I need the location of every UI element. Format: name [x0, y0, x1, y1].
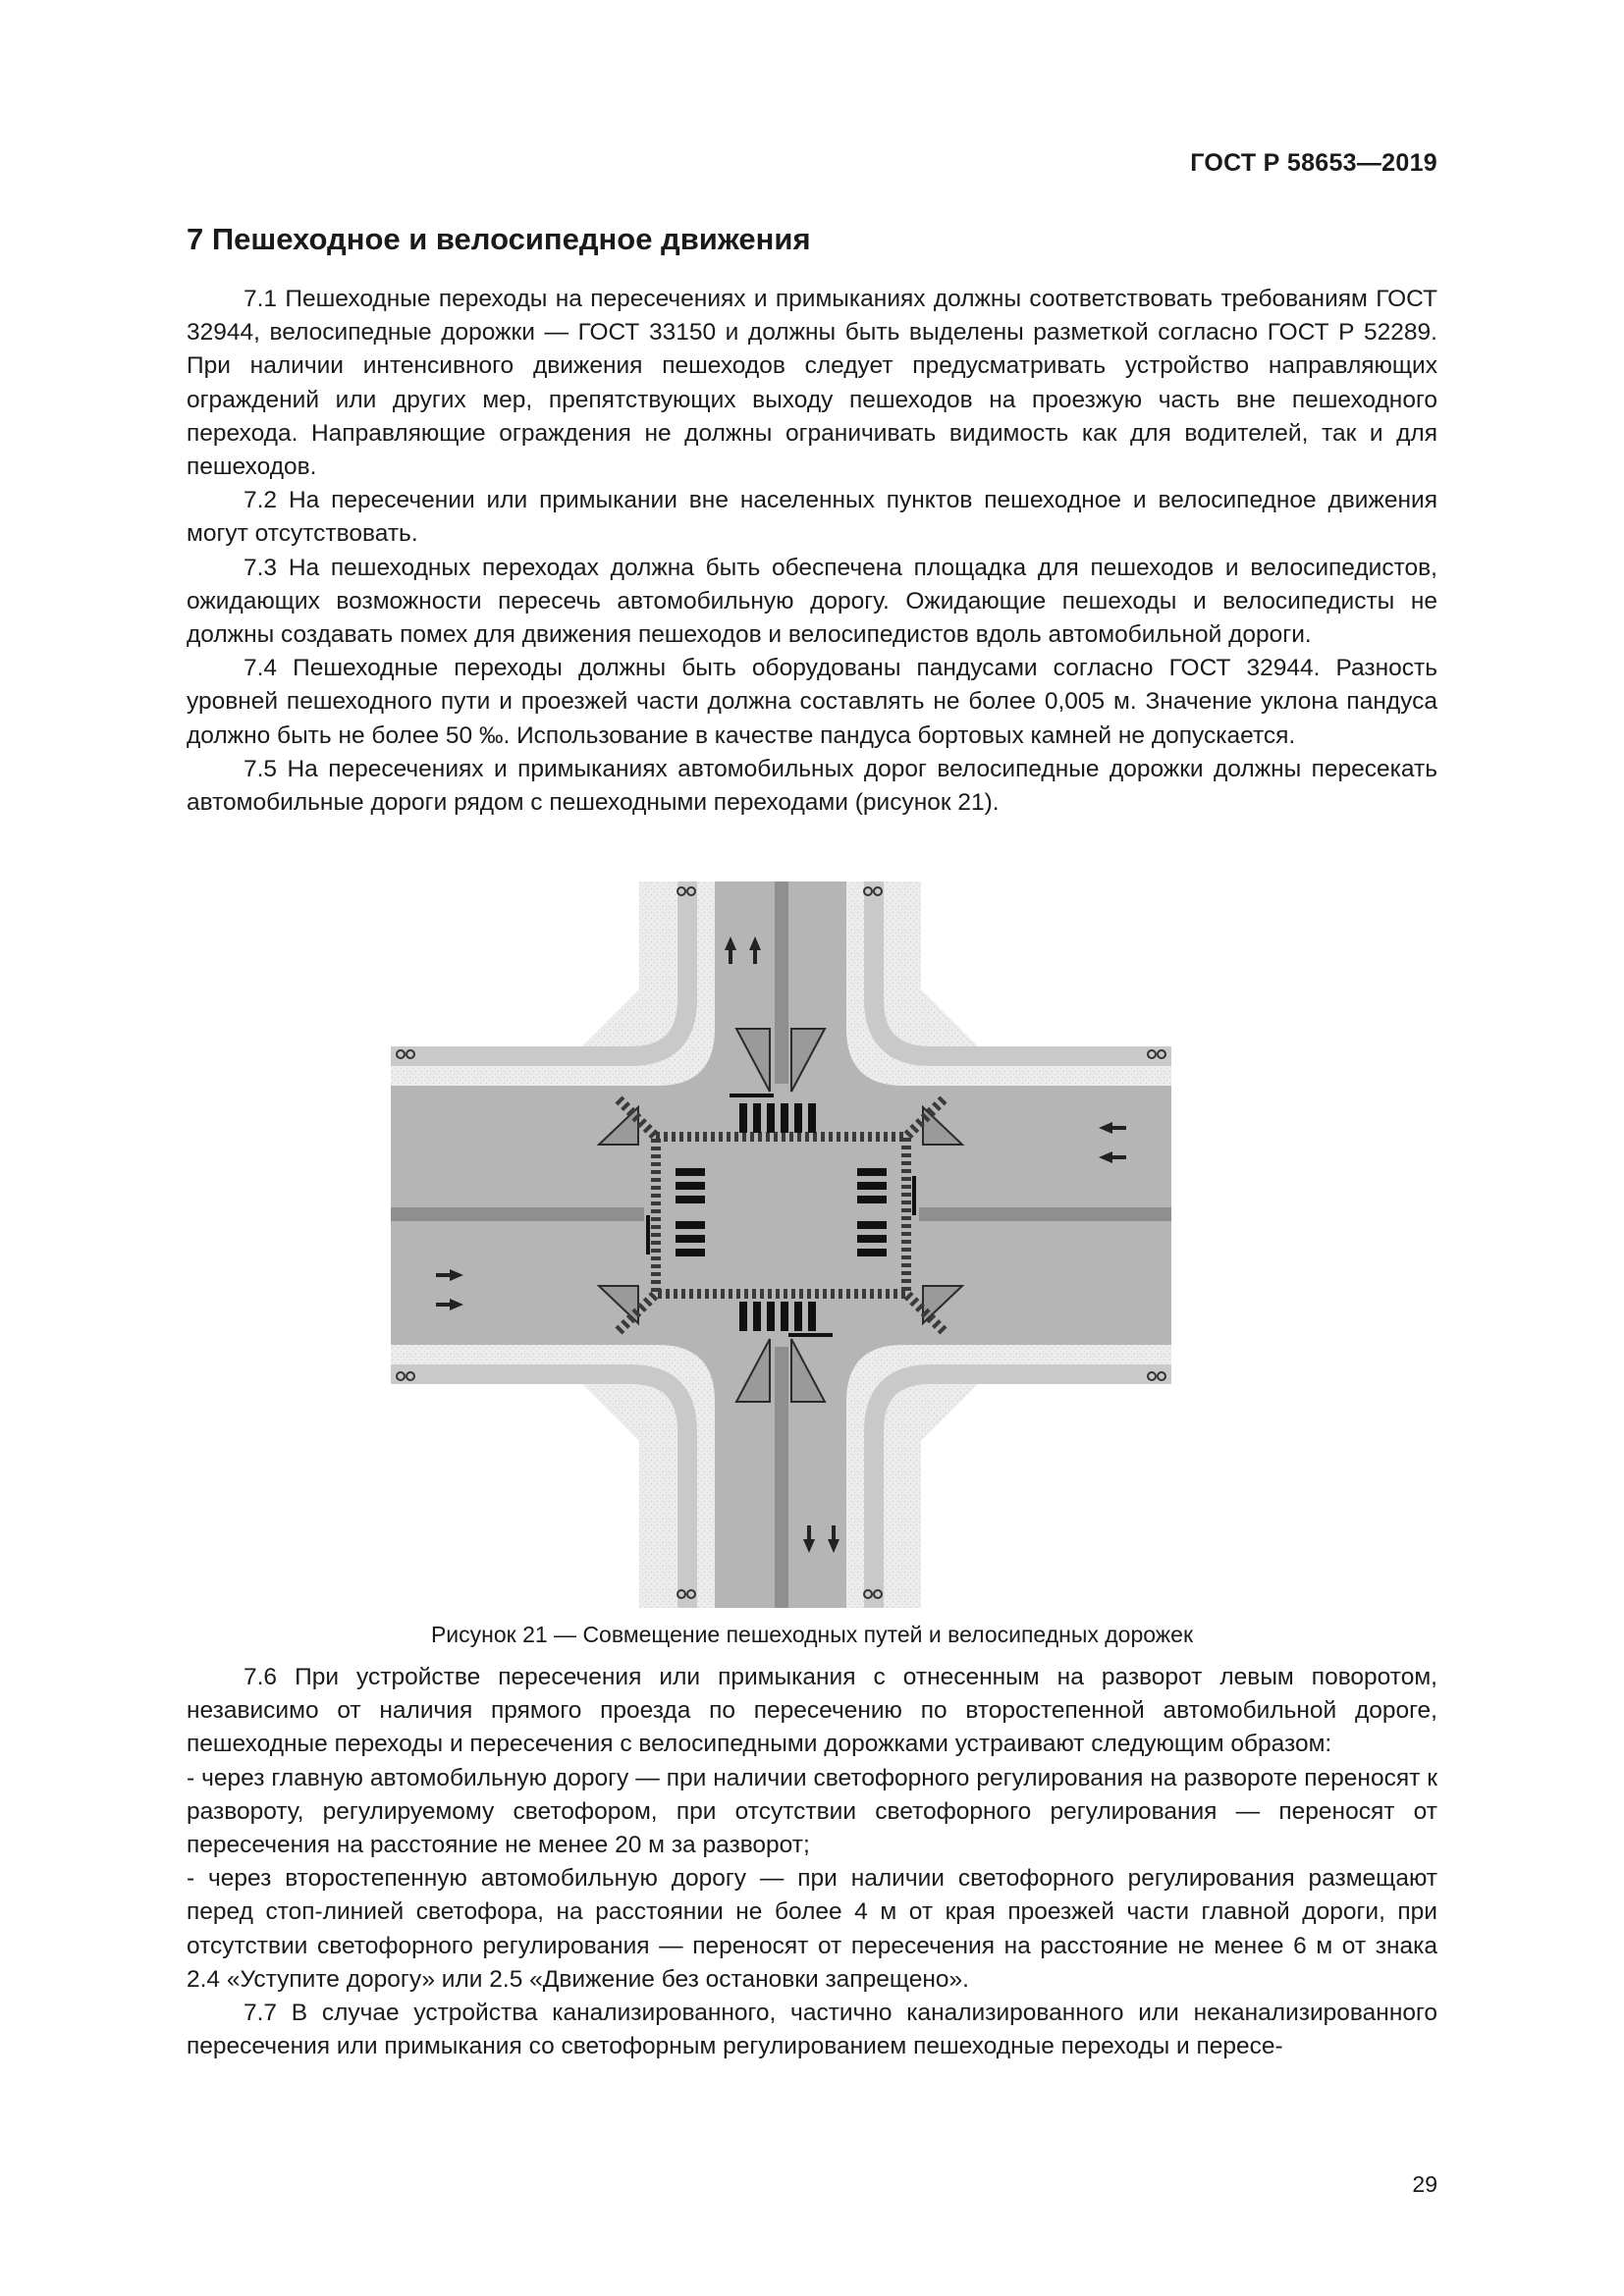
paragraph-7-1: 7.1 Пешеходные переходы на пересечениях и примыканиях должны соответствовать требованиям ГОСТ 32944, велосипедные дорожки — ГОСТ 33150 и должны быть выделены разметкой согласно ГОСТ Р 52289. При наличии интенсивного движения пешеходов следует предусматривать устройство направляющих ограждений или других мер, препятствующих выходу пешеходов на проезжую часть вне пешеходного перехода. Направляющие ограждения не должны ограничивать видимость как для водителей, так и для пешеходов.: [187, 286, 1437, 481]
paragraph-7-2: 7.2 На пересечении или примыкании вне населенных пунктов пешеходное и велосипедное движения могут отсутствовать.: [187, 487, 1437, 548]
text-block-after-figure: [187, 1661, 1437, 2063]
paragraph-7-3: 7.3 На пешеходных переходах должна быть обеспечена площадка для пешеходов и велосипедистов, ожидающих возможности пересечь автомобильную дорогу. Ожидающие пешеходы и велосипедисты не должны создавать помех для движения пешеходов и велосипедистов вдоль автомобильной дороги.: [187, 554, 1437, 649]
intersection-diagram: [391, 881, 1171, 1608]
paragraph-7-4: 7.4 Пешеходные переходы должны быть оборудованы пандусами согласно ГОСТ 32944. Разность уровней пешеходного пути и проезжей части должна составлять не более 0,005 м. Значение уклона пандуса должно быть не более 50 ‰. Использование в качестве пандуса бортовых камней не допускается.: [187, 655, 1437, 749]
paragraph-7-5: 7.5 На пересечениях и примыканиях автомобильных дорог велосипедные дорожки должны пересекать автомобильные дороги рядом с пешеходными переходами (рисунок 21).: [187, 755, 1437, 817]
paragraph-7-7: 7.7 В случае устройства канализированного, частично канализированного или неканализированного пересечения или примыкания со светофорным регулированием пешеходные переходы и пересе-: [187, 2000, 1437, 2060]
page-number: 29: [1412, 2171, 1437, 2197]
section-title: 7 Пешеходное и велосипедное движения: [187, 222, 811, 256]
list-item-secondary-road: - через второстепенную автомобильную дорогу — при наличии светофорного регулирования размещают перед стоп-линией светофора, на расстоянии не более 4 м от края проезжей части главной дороги, при отсутствии светофорного регулирования — переносят от пересечения на расстояние не менее 6 м от знака 2.4 «Уступите дорогу» или 2.5 «Движение без остановки запрещено».: [187, 1865, 1437, 1993]
document-code-header: ГОСТ Р 58653—2019: [1190, 149, 1437, 177]
list-item-main-road: - через главную автомобильную дорогу — при наличии светофорного регулирования на развороте переносят к развороту, регулируемому светофором, при отсутствии светофорного регулирования — переносят от пересечения на расстояние не менее 20 м за разворот;: [187, 1764, 1437, 1859]
figure-caption: Рисунок 21 — Совмещение пешеходных путей и велосипедных дорожек: [430, 1622, 1194, 1647]
text-block-before-figure: [187, 283, 1437, 820]
paragraph-7-6: 7.6 При устройстве пересечения или примыкания с отнесенным на разворот левым поворотом, независимо от наличия прямого проезда по пересечению по второстепенной автомобильной дороге, пешеходные переходы и пересечения с велосипедными дорожками устраивают следующим образом:: [187, 1664, 1437, 1758]
